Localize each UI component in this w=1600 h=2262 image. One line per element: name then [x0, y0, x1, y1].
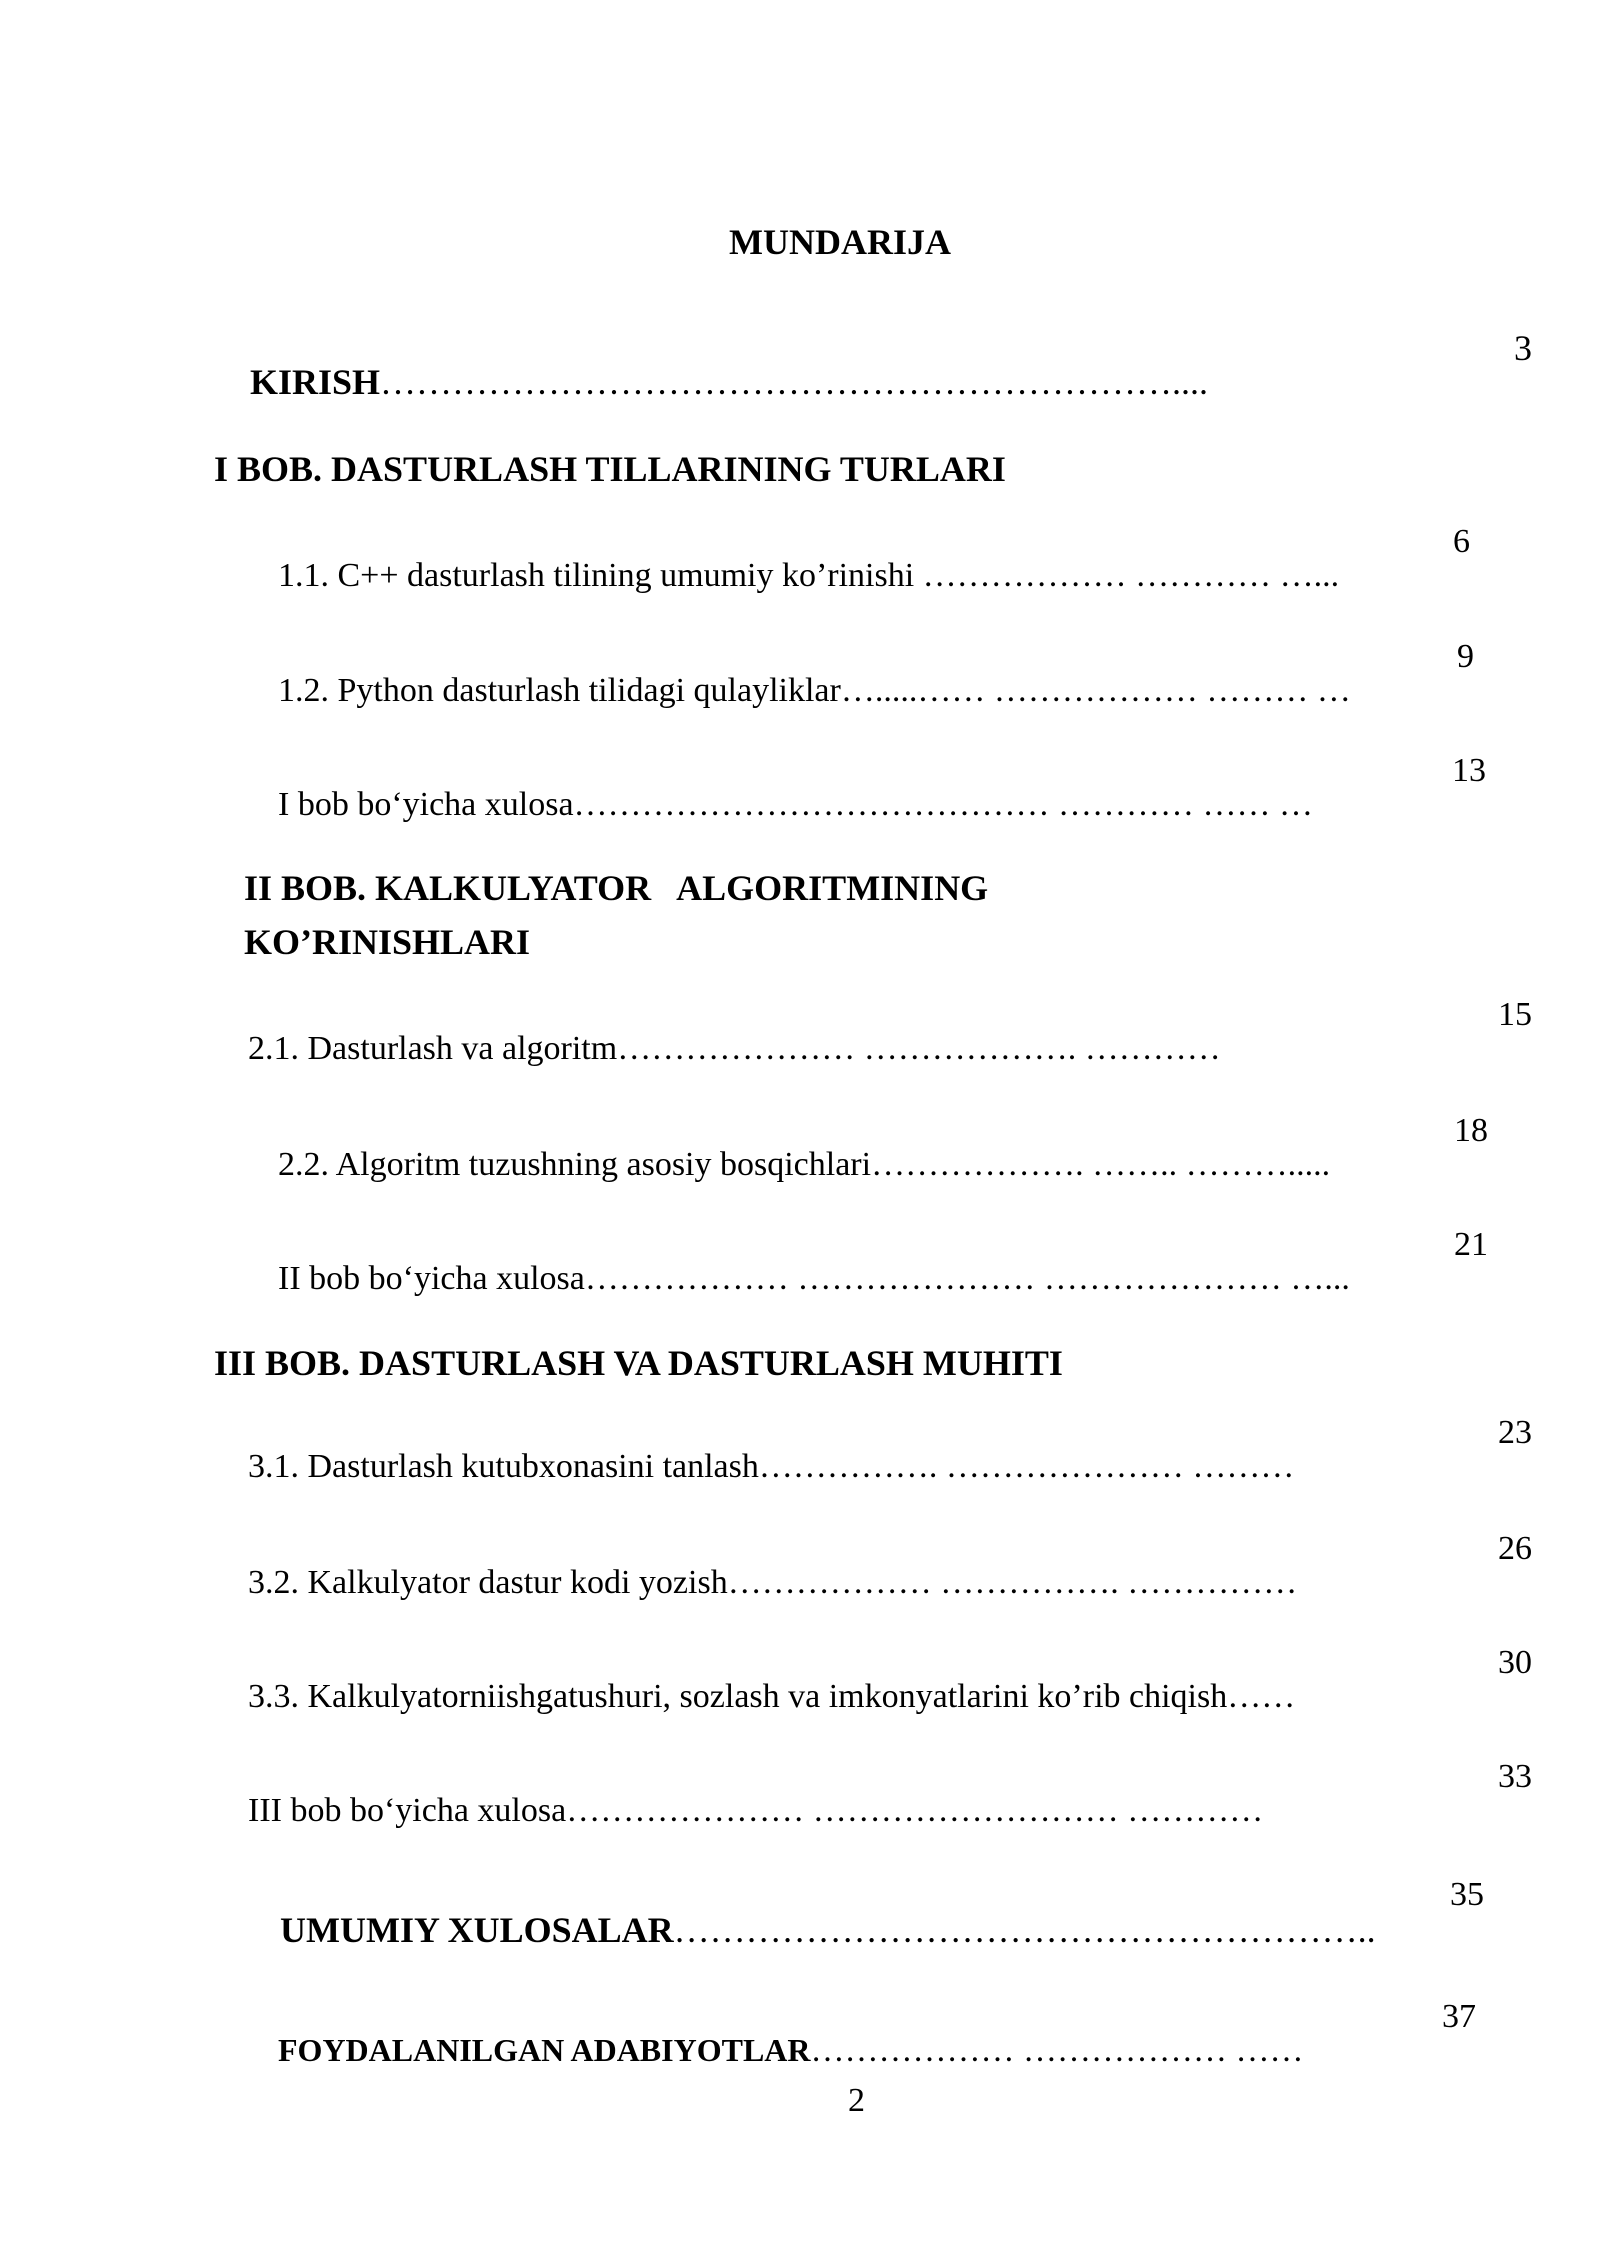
toc-page-number: 30: [1498, 1644, 1532, 1681]
toc-entry-1-1: [244, 525, 1339, 627]
toc-entry-dots: ……: [1227, 1678, 1296, 1715]
toc-entry-dots: ….....…… ……………… ……… …: [840, 672, 1351, 709]
toc-entry-2-1: [214, 998, 1221, 1100]
toc-entry-1-summary: [244, 754, 1313, 856]
toc-entry-label: 3.1. Dasturlash kutubxonasini tanlash: [248, 1448, 759, 1485]
toc-entry-dots: …………………………………………………..: [673, 1910, 1376, 1950]
toc-entry-3-3: [214, 1646, 1295, 1748]
toc-entry-dots: ……………… ……………… ……: [810, 2032, 1304, 2069]
toc-entry-label: 1.1. C++ dasturlash tilining umumiy ko’rinishi: [278, 557, 915, 594]
toc-entry-3-2: [214, 1532, 1297, 1634]
toc-entry-dots: ……………… ………… …...: [914, 557, 1340, 594]
toc-entry-label: II bob bo‘yicha xulosa: [278, 1260, 585, 1297]
toc-entry-label: III bob bo‘yicha xulosa: [248, 1792, 567, 1829]
toc-page-number: 13: [1452, 752, 1486, 789]
toc-entry-1-2: [244, 640, 1351, 742]
toc-entry-references: [244, 2000, 1304, 2102]
toc-entry-dots: ………………… ………………. …………: [617, 1030, 1221, 1067]
toc-page-number: 37: [1442, 1998, 1476, 2035]
toc-page-number: 9: [1457, 638, 1474, 675]
toc-entry-dots: ……………… ………………… ………………… …...: [584, 1260, 1350, 1297]
toc-entry-label: 1.2. Python dasturlash tilidagi qulayliklar: [278, 672, 841, 709]
toc-page-number: 18: [1454, 1112, 1488, 1149]
toc-entry-dots: ……………… ……………. ……………: [727, 1564, 1298, 1601]
toc-chapter-2-title-line2: KO’RINISHLARI: [244, 922, 531, 962]
toc-entry-label: FOYDALANILGAN ADABIYOTLAR: [278, 2032, 811, 2068]
toc-entry-2-2: [244, 1114, 1330, 1216]
toc-entry-dots: ………………. …….. ……….....: [871, 1146, 1331, 1183]
page-number: 2: [848, 2082, 865, 2119]
toc-page-number: 3: [1514, 328, 1532, 368]
toc-chapter-2-title: II BOB. KALKULYATOR ALGORITMINING: [244, 868, 989, 908]
toc-entry-dots: …………………………………………………………....: [380, 362, 1209, 402]
toc-chapter-1-title: I BOB. DASTURLASH TILLARINING TURLARI: [214, 449, 1006, 489]
toc-entry-label: I bob bo‘yicha xulosa: [278, 786, 574, 823]
toc-page-number: 33: [1498, 1758, 1532, 1795]
toc-heading: MUNDARIJA: [729, 222, 951, 262]
toc-entry-3-summary: [214, 1760, 1263, 1862]
toc-entry-label: 2.2. Algoritm tuzushning asosiy bosqichlari: [278, 1146, 872, 1183]
toc-entry-label: KIRISH: [250, 362, 381, 402]
toc-entry-dots: …………………………………… ………… …… …: [573, 786, 1314, 823]
toc-entry-label: 3.3. Kalkulyatorniishgatushuri, sozlash va imkonyatlarini ko’rib chiqish: [248, 1678, 1228, 1715]
toc-page-number: 35: [1450, 1876, 1484, 1913]
toc-entry-kirish: [214, 328, 1208, 436]
toc-page-number: 26: [1498, 1530, 1532, 1567]
toc-entry-label: UMUMIY XULOSALAR: [280, 1910, 674, 1950]
toc-page-number: 6: [1453, 523, 1470, 560]
toc-page-number: 21: [1454, 1226, 1488, 1263]
toc-entry-label: 3.2. Kalkulyator dastur kodi yozish: [248, 1564, 728, 1601]
toc-chapter-3-title: III BOB. DASTURLASH VA DASTURLASH MUHITI: [214, 1343, 1063, 1383]
toc-entry-conclusions: [244, 1876, 1376, 1984]
toc-page-number: 15: [1498, 996, 1532, 1033]
toc-entry-2-summary: [244, 1228, 1350, 1330]
toc-page-number: 23: [1498, 1414, 1532, 1451]
toc-entry-dots: ………………… ……………………… …………: [566, 1792, 1264, 1829]
toc-entry-3-1: [214, 1416, 1294, 1518]
toc-entry-label: 2.1. Dasturlash va algoritm: [248, 1030, 618, 1067]
toc-entry-dots: ……………. ………………… ………: [758, 1448, 1295, 1485]
